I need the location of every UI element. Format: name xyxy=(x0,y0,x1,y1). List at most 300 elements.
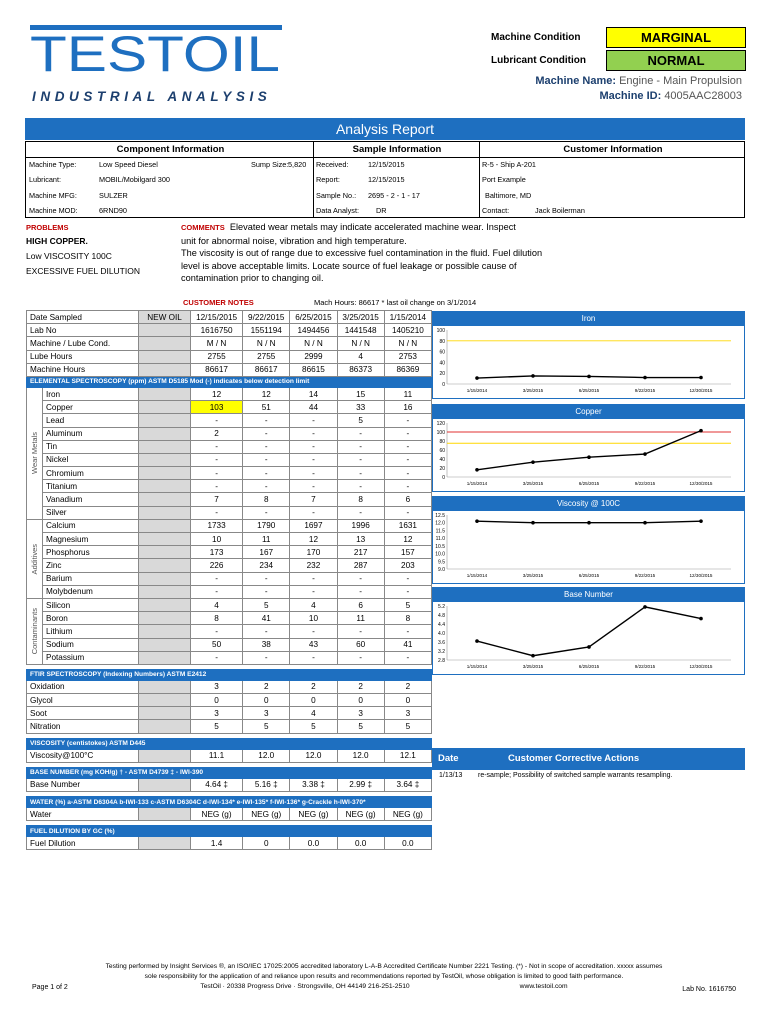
value-cell: - xyxy=(191,414,243,427)
value-cell: 8 xyxy=(337,493,384,506)
y-tick-label: 60 xyxy=(439,349,445,356)
section-header-row xyxy=(27,826,432,837)
row-label: Chromium xyxy=(43,467,139,480)
value-cell: 4 xyxy=(290,598,337,611)
value-cell: 5 xyxy=(290,720,337,733)
row-label: Nitration xyxy=(27,720,139,733)
table-row xyxy=(27,363,432,376)
value-cell: 5 xyxy=(243,598,290,611)
y-tick-label: 80 xyxy=(439,439,445,445)
value-cell: 1616750 xyxy=(191,324,243,337)
value-cell: - xyxy=(384,506,431,519)
value-cell: 1494456 xyxy=(290,324,337,337)
value-cell: 7 xyxy=(191,493,243,506)
value-cell: 15 xyxy=(337,387,384,400)
value-cell: 0 xyxy=(337,694,384,707)
data-point xyxy=(587,375,591,379)
value-cell: 33 xyxy=(337,401,384,414)
x-tick-label: 1/15/2014 xyxy=(466,388,488,393)
x-tick-label: 9/22/2015 xyxy=(634,481,656,486)
row-label: Boron xyxy=(43,612,139,625)
value-cell: - xyxy=(191,625,243,638)
value-cell: 5.16 ‡ xyxy=(243,778,290,791)
website-link[interactable]: www.testoil.com xyxy=(519,983,568,990)
data-point xyxy=(531,460,535,464)
value-cell: 6 xyxy=(384,493,431,506)
x-tick-label: 12/30/2015 xyxy=(689,573,713,578)
value-cell: - xyxy=(243,467,290,480)
value-cell: - xyxy=(243,427,290,440)
y-tick-label: 2.8 xyxy=(438,658,445,664)
row-label: Aluminum xyxy=(43,427,139,440)
value-cell: 0.0 xyxy=(337,837,384,850)
new-oil-cell xyxy=(139,337,191,350)
x-tick-label: 9/22/2015 xyxy=(634,664,656,669)
row-label: Fuel Dilution xyxy=(27,837,139,850)
new-oil-cell xyxy=(139,559,191,572)
value-cell: - xyxy=(384,651,431,664)
y-tick-label: 5.2 xyxy=(438,604,445,610)
row-label: Soot xyxy=(27,707,139,720)
row-label: Phosphorus xyxy=(43,546,139,559)
value-cell: - xyxy=(243,572,290,585)
x-tick-label: 1/15/2014 xyxy=(466,481,488,486)
row-label: Zinc xyxy=(43,559,139,572)
value-cell: 6 xyxy=(337,598,384,611)
value-cell: - xyxy=(243,585,290,598)
base-number-chart-plot xyxy=(433,602,744,675)
value-cell: 10 xyxy=(191,533,243,546)
customer-info: Customer Information R-5 - Ship A-201 Port Example Baltimore, MD Contact: Jack Boilerman xyxy=(482,144,663,216)
value-cell: 5 xyxy=(384,598,431,611)
value-cell: 0 xyxy=(290,694,337,707)
value-cell: - xyxy=(290,625,337,638)
data-point xyxy=(531,521,535,525)
value-cell: - xyxy=(337,625,384,638)
row-label: Lab No xyxy=(27,324,139,337)
y-tick-label: 60 xyxy=(439,448,445,454)
value-cell: - xyxy=(384,585,431,598)
value-cell: - xyxy=(243,414,290,427)
y-tick-label: 0 xyxy=(442,475,445,481)
value-cell: 2999 xyxy=(290,350,337,363)
customer-notes-title: CUSTOMER NOTES xyxy=(183,298,254,307)
value-cell: 1631 xyxy=(384,519,431,532)
new-oil-cell xyxy=(139,546,191,559)
logo-tagline: INDUSTRIAL ANALYSIS xyxy=(32,89,272,104)
value-cell: - xyxy=(337,651,384,664)
machine-name: Machine Name: Engine - Main Propulsion xyxy=(535,75,742,87)
value-cell: - xyxy=(290,506,337,519)
data-point xyxy=(643,376,647,380)
row-label: Lube Hours xyxy=(27,350,139,363)
value-cell: 12.0 xyxy=(337,749,384,762)
value-cell: N / N xyxy=(290,337,337,350)
value-cell: 5 xyxy=(337,720,384,733)
x-tick-label: 12/30/2015 xyxy=(689,388,713,393)
info-panel xyxy=(25,141,745,218)
value-cell: 1551194 xyxy=(243,324,290,337)
x-tick-label: 3/25/2015 xyxy=(522,388,544,393)
row-label: Copper xyxy=(43,401,139,414)
testoil-logo xyxy=(30,25,282,73)
table-row xyxy=(27,387,432,400)
customer-notes-text: Mach Hours: 86617 * last oil change on 3/1/2014 xyxy=(314,298,477,307)
new-oil-cell xyxy=(139,493,191,506)
value-cell: 234 xyxy=(243,559,290,572)
x-tick-label: 1/15/2014 xyxy=(466,664,488,669)
value-cell: 217 xyxy=(337,546,384,559)
value-cell: - xyxy=(384,572,431,585)
new-oil-cell xyxy=(139,401,191,414)
value-cell: 12.0 xyxy=(290,749,337,762)
value-cell: N / N xyxy=(337,337,384,350)
value-cell: - xyxy=(290,467,337,480)
value-cell: - xyxy=(290,651,337,664)
section-header-row xyxy=(27,669,432,680)
x-tick-label: 6/25/2015 xyxy=(578,664,600,669)
row-label: Vanadium xyxy=(43,493,139,506)
value-cell: 44 xyxy=(290,401,337,414)
value-cell: 86615 xyxy=(290,363,337,376)
y-tick-label: 20 xyxy=(439,371,445,378)
row-label: Titanium xyxy=(43,480,139,493)
chart-title: Copper xyxy=(433,405,744,419)
value-cell: 43 xyxy=(290,638,337,651)
table-row xyxy=(27,808,432,821)
section-header: VISCOSITY (centistokes) ASTM D445 xyxy=(27,738,432,749)
new-oil-cell xyxy=(139,720,191,733)
row-label: Silver xyxy=(43,506,139,519)
data-point xyxy=(699,617,703,621)
value-cell: - xyxy=(290,585,337,598)
new-oil-cell xyxy=(139,837,191,850)
value-cell: 3 xyxy=(243,707,290,720)
row-label: Silicon xyxy=(43,598,139,611)
value-cell: 2 xyxy=(191,427,243,440)
value-cell: - xyxy=(337,585,384,598)
value-cell: 103 xyxy=(191,401,243,414)
value-cell: 3.38 ‡ xyxy=(290,778,337,791)
value-cell: 51 xyxy=(243,401,290,414)
copper-chart-plot xyxy=(433,419,744,492)
y-tick-label: 40 xyxy=(439,457,445,463)
table-row xyxy=(27,837,432,850)
table-row xyxy=(27,778,432,791)
value-cell: 11.1 xyxy=(191,749,243,762)
table-row xyxy=(27,440,432,453)
value-cell: M / N xyxy=(191,337,243,350)
value-cell: 12 xyxy=(384,533,431,546)
new-oil-cell xyxy=(139,598,191,611)
new-oil-cell xyxy=(139,414,191,427)
table-row xyxy=(27,401,432,414)
y-tick-label: 80 xyxy=(439,338,445,345)
value-cell: 3.64 ‡ xyxy=(384,778,431,791)
section-header: FTIR SPECTROSCOPY (Indexing Numbers) ASTM E2412 xyxy=(27,669,432,680)
value-cell: 41 xyxy=(243,612,290,625)
section-header-row xyxy=(27,738,432,749)
value-cell: 2 xyxy=(337,680,384,693)
table-row xyxy=(27,337,432,350)
value-cell: 16 xyxy=(384,401,431,414)
value-cell: 5 xyxy=(337,414,384,427)
new-oil-cell xyxy=(139,453,191,466)
section-header-row xyxy=(27,767,432,778)
table-row xyxy=(27,493,432,506)
value-cell: - xyxy=(337,467,384,480)
y-tick-label: 12.5 xyxy=(435,513,445,519)
value-cell: - xyxy=(290,572,337,585)
value-cell: 5 xyxy=(243,720,290,733)
data-point xyxy=(587,455,591,459)
y-tick-label: 9.0 xyxy=(438,567,445,573)
table-row xyxy=(27,612,432,625)
value-cell: 170 xyxy=(290,546,337,559)
value-cell: - xyxy=(384,625,431,638)
x-tick-label: 12/30/2015 xyxy=(689,481,713,486)
table-row xyxy=(27,749,432,762)
value-cell: - xyxy=(191,453,243,466)
value-cell: 14 xyxy=(290,387,337,400)
group-label-cell xyxy=(27,598,43,664)
value-cell: - xyxy=(290,480,337,493)
value-cell: - xyxy=(337,440,384,453)
table-row xyxy=(27,480,432,493)
value-cell: NEG (g) xyxy=(384,808,431,821)
new-oil-cell xyxy=(139,749,191,762)
machine-condition-label: Machine Condition xyxy=(491,32,581,43)
value-cell: 12.1 xyxy=(384,749,431,762)
value-cell: N / N xyxy=(243,337,290,350)
value-cell: 232 xyxy=(290,559,337,572)
new-oil-cell xyxy=(139,506,191,519)
row-label: Molybdenum xyxy=(43,585,139,598)
problem-item: EXCESSIVE FUEL DILUTION xyxy=(26,266,140,276)
group-label: Contaminants xyxy=(30,608,39,655)
footer: Testing performed by Insight Services ®, an ISO/IEC 17025:2005 accredited laboratory L-A-B Accredited Certificate Number 2221 Testing. (*) - Not in scope of accreditation. xxxxx assumes sole responsibility for the application of and reliance upon results and recommendations reported by TestOil, whose obligation is limited to good faith performance. TestOil · 20338 Progress Drive · Strongsville, OH 44149 216-251-2510 www.testoil.com xyxy=(105,963,663,990)
value-cell: 10 xyxy=(290,612,337,625)
value-cell: 167 xyxy=(243,546,290,559)
value-cell: NEG (g) xyxy=(243,808,290,821)
table-row xyxy=(27,467,432,480)
sample-info: Sample Information Received: 12/15/2015 Report: 12/15/2015 Sample No.: 2695 - 2 - 1 - 17 Data Analyst: DR xyxy=(316,144,442,216)
value-cell: - xyxy=(384,427,431,440)
table-row xyxy=(27,707,432,720)
table-row xyxy=(27,651,432,664)
table-row xyxy=(27,350,432,363)
value-cell: 3 xyxy=(191,707,243,720)
new-oil-cell xyxy=(139,350,191,363)
value-cell: 3 xyxy=(337,707,384,720)
row-label: Lead xyxy=(43,414,139,427)
x-tick-label: 9/22/2015 xyxy=(634,388,656,393)
table-row xyxy=(27,638,432,651)
row-label: Barium xyxy=(43,572,139,585)
data-point xyxy=(531,374,535,378)
value-cell: 7 xyxy=(290,493,337,506)
y-tick-label: 40 xyxy=(439,360,445,367)
data-point xyxy=(475,468,479,472)
new-oil-cell xyxy=(139,625,191,638)
x-tick-label: 9/22/2015 xyxy=(634,573,656,578)
row-label: Date Sampled xyxy=(27,311,139,324)
value-cell: 3/25/2015 xyxy=(337,311,384,324)
value-cell: - xyxy=(290,440,337,453)
section-header-row xyxy=(27,376,432,387)
new-oil-cell xyxy=(139,480,191,493)
machine-condition-badge: MARGINAL xyxy=(606,27,746,48)
new-oil-cell xyxy=(139,808,191,821)
value-cell: 60 xyxy=(337,638,384,651)
viscosity-chart-plot xyxy=(433,511,744,584)
section-header: ELEMENTAL SPECTROSCOPY (ppm) ASTM D5185 Mod (-) indicates below detection limit xyxy=(27,376,432,387)
value-cell: - xyxy=(384,440,431,453)
series-line xyxy=(477,431,701,470)
value-cell: - xyxy=(337,572,384,585)
value-cell: - xyxy=(243,453,290,466)
value-cell: 1/15/2014 xyxy=(384,311,431,324)
y-tick-label: 10.5 xyxy=(435,543,445,550)
new-oil-cell xyxy=(139,467,191,480)
x-tick-label: 3/25/2015 xyxy=(522,573,544,578)
y-tick-label: 11.5 xyxy=(435,528,445,535)
value-cell: 226 xyxy=(191,559,243,572)
new-oil-cell xyxy=(139,427,191,440)
problem-item: Low VISCOSITY 100C xyxy=(26,251,112,261)
value-cell: 6/25/2015 xyxy=(290,311,337,324)
value-cell: 8 xyxy=(384,612,431,625)
new-oil-cell xyxy=(139,519,191,532)
value-cell: 86373 xyxy=(337,363,384,376)
data-point xyxy=(475,376,479,380)
value-cell: 12 xyxy=(243,387,290,400)
value-cell: 86369 xyxy=(384,363,431,376)
row-label: Oxidation xyxy=(27,680,139,693)
value-cell: - xyxy=(191,467,243,480)
group-label-cell xyxy=(27,519,43,598)
value-cell: - xyxy=(290,414,337,427)
value-cell: - xyxy=(191,651,243,664)
value-cell: 0 xyxy=(243,694,290,707)
table-row xyxy=(27,598,432,611)
section-header: WATER (%) a-ASTM D6304A b-IWI-133 c-ASTM D6304C d-IWI-134* e-IWI-135* f-IWI-136* g-Crackle h-IWI-370* xyxy=(27,797,432,808)
report-title: Analysis Report xyxy=(25,118,745,140)
value-cell: 2755 xyxy=(191,350,243,363)
new-oil-cell xyxy=(139,363,191,376)
value-cell: 4 xyxy=(337,350,384,363)
data-point xyxy=(587,521,591,525)
row-label: Water xyxy=(27,808,139,821)
value-cell: 2 xyxy=(243,680,290,693)
value-cell: 1733 xyxy=(191,519,243,532)
value-cell: - xyxy=(243,440,290,453)
row-label: Machine Hours xyxy=(27,363,139,376)
new-oil-cell xyxy=(139,612,191,625)
svg-text:TESTOIL: TESTOIL xyxy=(30,26,280,73)
results-table xyxy=(26,310,432,850)
new-oil-cell xyxy=(139,533,191,546)
value-cell: 11 xyxy=(337,612,384,625)
machine-id: Machine ID: 4005AAC28003 xyxy=(599,90,742,102)
table-row xyxy=(27,427,432,440)
value-cell: NEG (g) xyxy=(337,808,384,821)
x-tick-label: 6/25/2015 xyxy=(578,573,600,578)
value-cell: 8 xyxy=(243,493,290,506)
table-row xyxy=(27,453,432,466)
y-tick-label: 3.6 xyxy=(438,640,445,646)
table-row xyxy=(27,414,432,427)
value-cell: 86617 xyxy=(191,363,243,376)
data-point xyxy=(531,654,535,658)
new-oil-cell xyxy=(139,651,191,664)
comments-block: COMMENTS Elevated wear metals may indicate accelerated machine wear. Inspect unit for abnormal noise, vibration and high temperature. The viscosity is out of range due to excessive fuel contamination in the fluid. Fuel dilution level is above acceptable limits. Locate source of fuel leakage or possible cause of contamination prior to changing oil. xyxy=(181,222,543,283)
value-cell: 2 xyxy=(384,680,431,693)
new-oil-cell xyxy=(139,778,191,791)
new-oil-cell: NEW OIL xyxy=(139,311,191,324)
table-row xyxy=(27,694,432,707)
table-row xyxy=(27,625,432,638)
row-label: Magnesium xyxy=(43,533,139,546)
base-number-chart xyxy=(432,587,745,675)
new-oil-cell xyxy=(139,680,191,693)
table-row xyxy=(27,559,432,572)
data-point xyxy=(587,645,591,649)
value-cell: 203 xyxy=(384,559,431,572)
value-cell: - xyxy=(191,572,243,585)
value-cell: - xyxy=(191,440,243,453)
y-tick-label: 9.5 xyxy=(438,559,445,566)
y-tick-label: 12.0 xyxy=(435,520,445,527)
iron-chart-plot xyxy=(433,326,744,399)
value-cell: - xyxy=(243,480,290,493)
value-cell: 12.0 xyxy=(243,749,290,762)
y-tick-label: 100 xyxy=(436,328,445,334)
y-tick-label: 10.0 xyxy=(435,551,445,558)
table-row xyxy=(27,324,432,337)
x-tick-label: 1/15/2014 xyxy=(466,573,488,578)
group-label: Wear Metals xyxy=(30,432,39,475)
value-cell: 3 xyxy=(384,707,431,720)
table-row xyxy=(27,506,432,519)
table-row xyxy=(27,546,432,559)
x-tick-label: 3/25/2015 xyxy=(522,664,544,669)
x-tick-label: 6/25/2015 xyxy=(578,388,600,393)
data-point xyxy=(643,521,647,525)
y-tick-label: 4.4 xyxy=(438,622,445,628)
row-label: Calcium xyxy=(43,519,139,532)
chart-title: Base Number xyxy=(433,588,744,602)
y-tick-label: 4.8 xyxy=(438,613,445,619)
row-label: Potassium xyxy=(43,651,139,664)
row-label: Tin xyxy=(43,440,139,453)
value-cell: NEG (g) xyxy=(290,808,337,821)
component-info: Component Information Machine Type: Low Speed Diesel Sump Size: 5,820 Lubricant: MOBIL/Mobilgard 300 Machine MFG: SULZER Machine MOD: 6RND90 xyxy=(29,144,307,216)
value-cell: 0 xyxy=(191,694,243,707)
data-point xyxy=(699,376,703,380)
value-cell: - xyxy=(337,506,384,519)
value-cell: 38 xyxy=(243,638,290,651)
y-tick-label: 100 xyxy=(436,430,445,436)
table-row xyxy=(27,720,432,733)
value-cell: 12 xyxy=(290,533,337,546)
new-oil-cell xyxy=(139,324,191,337)
table-row xyxy=(27,519,432,532)
new-oil-cell xyxy=(139,694,191,707)
table-row xyxy=(27,311,432,324)
table-row xyxy=(27,680,432,693)
value-cell: 157 xyxy=(384,546,431,559)
